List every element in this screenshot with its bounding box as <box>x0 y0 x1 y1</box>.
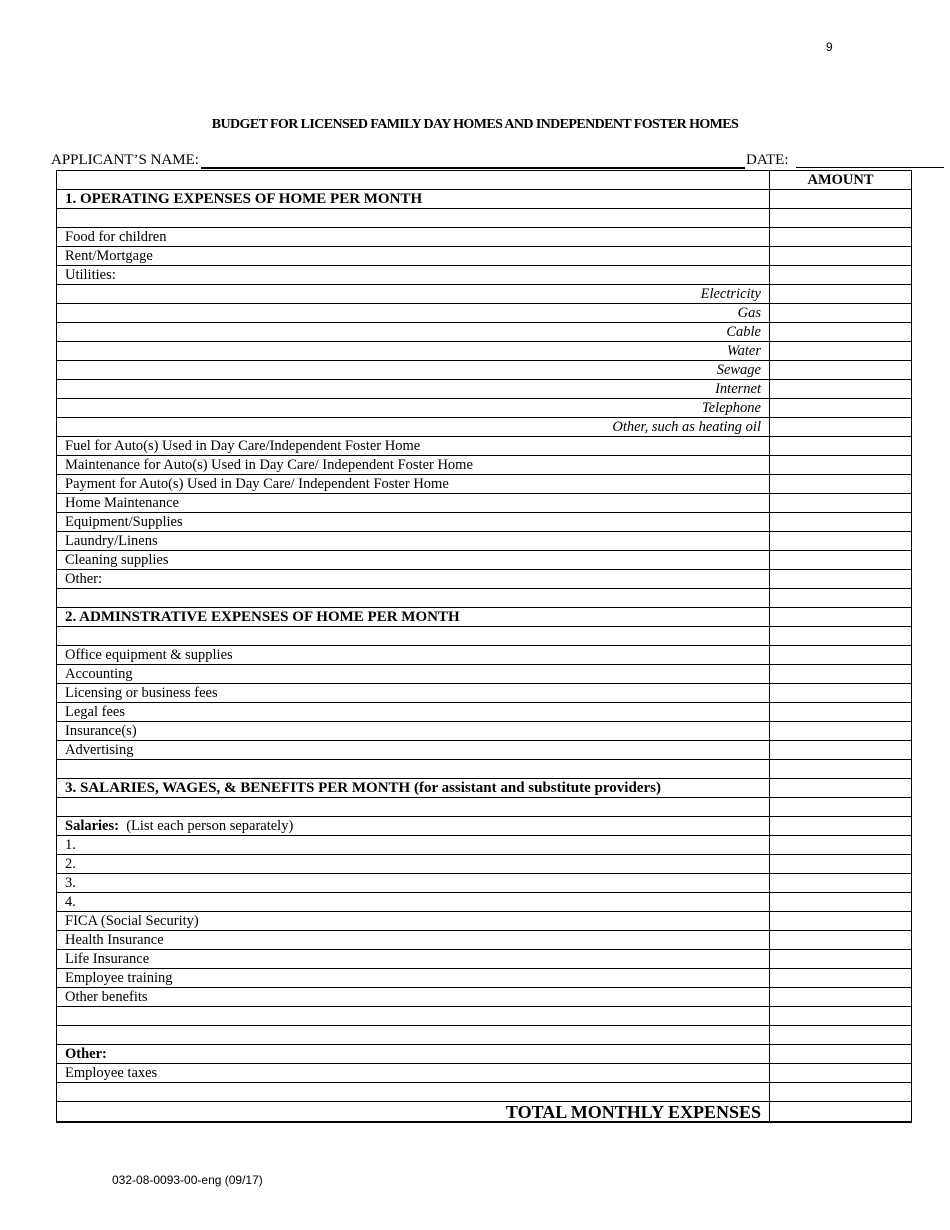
amount-cell[interactable] <box>770 228 912 247</box>
table-row <box>57 228 912 247</box>
table-row <box>57 266 912 285</box>
amount-cell[interactable] <box>770 912 912 931</box>
blank-row <box>57 1026 912 1045</box>
blank-row <box>57 760 912 779</box>
amount-cell[interactable] <box>770 684 912 703</box>
row-label: Fuel for Auto(s) Used in Day Care/Independent Foster Home <box>57 437 770 456</box>
table-row <box>57 418 912 437</box>
row-label: Cleaning supplies <box>57 551 770 570</box>
amount-cell[interactable] <box>770 836 912 855</box>
table-row <box>57 570 912 589</box>
amount-cell[interactable] <box>770 532 912 551</box>
blank-row <box>57 209 912 228</box>
row-label: Food for children <box>57 228 770 247</box>
row-label: Health Insurance <box>57 931 770 950</box>
amount-cell[interactable] <box>770 1045 912 1064</box>
applicant-name-field[interactable] <box>201 167 745 169</box>
table-row <box>57 551 912 570</box>
amount-cell[interactable] <box>770 323 912 342</box>
table-row <box>57 722 912 741</box>
amount-cell[interactable] <box>770 361 912 380</box>
amount-cell[interactable] <box>770 456 912 475</box>
amount-cell <box>770 779 912 798</box>
salaries-note: (List each person separately) <box>126 818 294 834</box>
amount-cell[interactable] <box>770 380 912 399</box>
amount-cell[interactable] <box>770 741 912 760</box>
row-label: Licensing or business fees <box>57 684 770 703</box>
blank-row <box>57 627 912 646</box>
row-label: Office equipment & supplies <box>57 646 770 665</box>
total-amount-cell[interactable] <box>770 1102 912 1123</box>
table-row <box>57 741 912 760</box>
section-title: 3. SALARIES, WAGES, & BENEFITS PER MONTH (for assistant and substitute providers) <box>57 779 770 798</box>
amount-cell[interactable] <box>770 1064 912 1083</box>
row-label: Equipment/Supplies <box>57 513 770 532</box>
amount-cell[interactable] <box>770 304 912 323</box>
row-label: 1. <box>57 836 770 855</box>
table-row <box>57 247 912 266</box>
row-label: Electricity <box>57 285 770 304</box>
table-row <box>57 855 912 874</box>
amount-cell[interactable] <box>770 399 912 418</box>
blank-row <box>57 798 912 817</box>
page-number: 9 <box>826 40 833 54</box>
table-row <box>57 361 912 380</box>
amount-cell <box>770 1083 912 1102</box>
section-title: 2. ADMINSTRATIVE EXPENSES OF HOME PER MONTH <box>57 608 770 627</box>
table-row <box>57 532 912 551</box>
row-label: Water <box>57 342 770 361</box>
row-label: Gas <box>57 304 770 323</box>
amount-cell <box>770 190 912 209</box>
amount-cell[interactable] <box>770 988 912 1007</box>
salaries-label-cell <box>57 817 770 836</box>
amount-cell <box>770 627 912 646</box>
total-label: TOTAL MONTHLY EXPENSES <box>57 1102 770 1123</box>
table-row <box>57 969 912 988</box>
row-label: FICA (Social Security) <box>57 912 770 931</box>
table-row <box>57 475 912 494</box>
row-label: Employee taxes <box>57 1064 770 1083</box>
row-label: Other: <box>57 570 770 589</box>
page-title: BUDGET FOR LICENSED FAMILY DAY HOMES AND INDEPENDENT FOSTER HOMES <box>211 117 739 132</box>
table-row <box>57 304 912 323</box>
date-field[interactable] <box>796 167 944 168</box>
table-row <box>57 874 912 893</box>
amount-cell[interactable] <box>770 475 912 494</box>
row-label: 4. <box>57 893 770 912</box>
table-header-row <box>57 171 912 190</box>
table-row <box>57 931 912 950</box>
table-row <box>57 437 912 456</box>
amount-cell[interactable] <box>770 513 912 532</box>
row-label: Accounting <box>57 665 770 684</box>
amount-cell[interactable] <box>770 551 912 570</box>
amount-cell[interactable] <box>770 437 912 456</box>
table-row <box>57 323 912 342</box>
row-label: Other, such as heating oil <box>57 418 770 437</box>
row-label: Other benefits <box>57 988 770 1007</box>
amount-cell[interactable] <box>770 931 912 950</box>
row-label: Telephone <box>57 399 770 418</box>
amount-cell[interactable] <box>770 703 912 722</box>
amount-cell[interactable] <box>770 570 912 589</box>
blank-cell <box>57 209 770 228</box>
table-row <box>57 456 912 475</box>
blank-cell <box>57 798 770 817</box>
applicant-name-label: APPLICANT’S NAME: <box>51 152 199 168</box>
amount-cell[interactable] <box>770 874 912 893</box>
row-label: Payment for Auto(s) Used in Day Care/ Independent Foster Home <box>57 475 770 494</box>
table-row <box>57 836 912 855</box>
section-title: 1. OPERATING EXPENSES OF HOME PER MONTH <box>57 190 770 209</box>
row-label: Maintenance for Auto(s) Used in Day Care/ Independent Foster Home <box>57 456 770 475</box>
amount-cell[interactable] <box>770 494 912 513</box>
amount-cell[interactable] <box>770 266 912 285</box>
amount-cell[interactable] <box>770 969 912 988</box>
table-row <box>57 1064 912 1083</box>
table-row <box>57 912 912 931</box>
row-label: Internet <box>57 380 770 399</box>
table-row <box>57 342 912 361</box>
amount-cell <box>770 1026 912 1045</box>
salaries-label: Salaries: <box>65 818 119 834</box>
table-row <box>57 1045 912 1064</box>
table-row <box>57 893 912 912</box>
table-row <box>57 285 912 304</box>
row-label: Utilities: <box>57 266 770 285</box>
table-row <box>57 380 912 399</box>
section-header-row <box>57 779 912 798</box>
row-label: Rent/Mortgage <box>57 247 770 266</box>
amount-cell[interactable] <box>770 342 912 361</box>
row-label: Employee training <box>57 969 770 988</box>
amount-cell <box>770 608 912 627</box>
table-row <box>57 817 912 836</box>
row-label: 2. <box>57 855 770 874</box>
blank-cell <box>57 1007 770 1026</box>
description-header-cell <box>57 171 770 190</box>
table-row <box>57 646 912 665</box>
amount-cell[interactable] <box>770 646 912 665</box>
total-row <box>57 1102 912 1123</box>
row-label: Home Maintenance <box>57 494 770 513</box>
amount-cell[interactable] <box>770 855 912 874</box>
row-label: Advertising <box>57 741 770 760</box>
row-label: Other: <box>57 1045 770 1064</box>
row-label: Legal fees <box>57 703 770 722</box>
row-label: Sewage <box>57 361 770 380</box>
amount-cell <box>770 589 912 608</box>
table-row <box>57 684 912 703</box>
amount-cell[interactable] <box>770 722 912 741</box>
amount-cell[interactable] <box>770 247 912 266</box>
table-row <box>57 703 912 722</box>
row-label: 3. <box>57 874 770 893</box>
amount-cell <box>770 798 912 817</box>
table-row <box>57 494 912 513</box>
blank-cell <box>57 627 770 646</box>
applicant-date-line <box>51 152 896 170</box>
row-label: Laundry/Linens <box>57 532 770 551</box>
amount-cell[interactable] <box>770 418 912 437</box>
table-row <box>57 988 912 1007</box>
blank-cell <box>57 589 770 608</box>
amount-cell[interactable] <box>770 950 912 969</box>
blank-row <box>57 1007 912 1026</box>
row-label: Life Insurance <box>57 950 770 969</box>
table-row <box>57 513 912 532</box>
form-code: 032-08-0093-00-eng (09/17) <box>112 1173 263 1187</box>
blank-cell <box>57 760 770 779</box>
row-label: Cable <box>57 323 770 342</box>
blank-row <box>57 1083 912 1102</box>
date-label: DATE: <box>746 152 789 168</box>
amount-cell[interactable] <box>770 665 912 684</box>
table-row <box>57 665 912 684</box>
amount-header: AMOUNT <box>770 171 912 190</box>
table-row <box>57 950 912 969</box>
blank-row <box>57 589 912 608</box>
blank-cell <box>57 1083 770 1102</box>
table-row <box>57 399 912 418</box>
amount-cell <box>770 209 912 228</box>
section-header-row <box>57 608 912 627</box>
amount-cell <box>770 760 912 779</box>
amount-cell[interactable] <box>770 817 912 836</box>
amount-cell[interactable] <box>770 285 912 304</box>
row-label: Insurance(s) <box>57 722 770 741</box>
amount-cell <box>770 1007 912 1026</box>
section-header-row <box>57 190 912 209</box>
blank-cell <box>57 1026 770 1045</box>
amount-cell[interactable] <box>770 893 912 912</box>
budget-table <box>56 170 912 1123</box>
